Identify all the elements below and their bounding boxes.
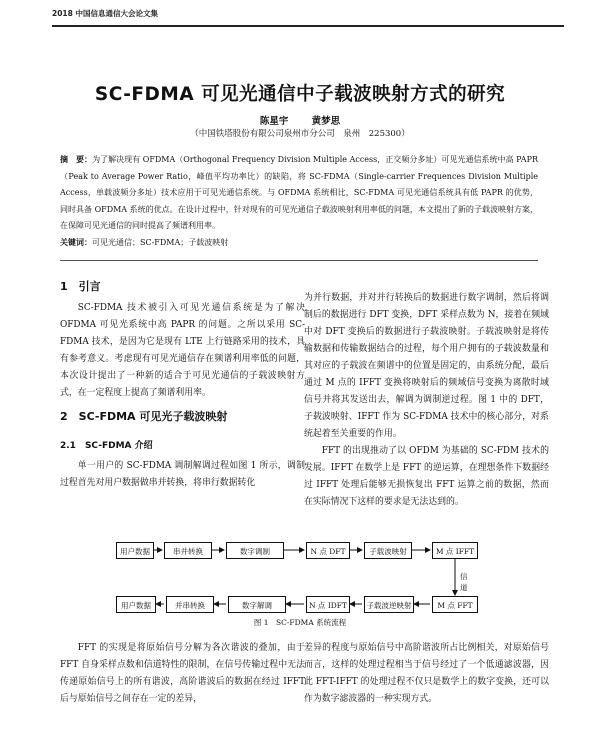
header-rule [52, 25, 564, 27]
abstract [60, 152, 538, 251]
author-list [0, 113, 600, 127]
paragraph: 单一用户的 SC-FDMA 调制解调过程如图 1 所示，调制过程首先对用户数据做串并转换，将串行数据转化 [60, 461, 305, 488]
flow-box-digital-modulation: 数字调制 [226, 542, 284, 559]
section-2-heading: 2 SC-FDMA 可见光子载波映射 [60, 410, 228, 423]
paragraph: 为并行数据，并对并行转换后的数据进行数字调制，然后将调制后的数据进行 DFT 变换，DFT 采样点数为 N，接着在频域中对 DFT 变换后的数据进行子载波映射。子载波映射是将传输数据和传输数据结合的过程，每个用户拥有的子载波数量和其对应的子载波在频谱中的位置是固定的，由系统分配，最后通过 M 点的 IFFT 变换将映射后的频域信号变换为离散时域信号并将其发送出去，解调为调制逆过程。图 1 中的 DFT，子载波映射、IFFT 作为 SC-FDMA 技术中的核心部分，对系统起着至关重要的作用。 [304, 293, 549, 439]
bottom-left-body [60, 640, 305, 708]
section-2-body [60, 458, 305, 492]
abstract-text: 为了解决现有 OFDMA（Orthogonal Frequency Division Multiple Access，正交频分多址）可见光通信系统中高 PAPR（Peak to Average Power Ratio，峰值平均功率比）的缺陷，将 SC-FDMA（Single-carrier Frequences Division Multiple Access，单载波频分多址）技术应用于可见光通信系统。与 OFDMA 系统相比，SC-FDMA 可见光通信系统具有低 PAPR 的优势，同时具备 OFDMA 系统的优点。在设计过程中，针对现有的可见光通信子载波映射利用率低的问题，本文提出了新的子载波映射方案，在保障可见光通信的同时提高了频谱利用率。 [60, 155, 538, 230]
flow-box-user-data-out: 用户数据 [116, 596, 156, 613]
author: 黄梦思 [311, 116, 341, 127]
abstract-rule [60, 260, 538, 261]
keywords: 可见光通信；SC-FDMA；子载波映射 [92, 237, 229, 247]
figure-caption: 图 1 SC-FDMA 系统流程 [253, 618, 347, 627]
paragraph: SC-FDMA 技术被引入可见光通信系统是为了解决 OFDMA 可见光系统中高 PAPR 的问题。之所以采用 SC-FDMA 技术，是因为它是现有 LTE 上行链路采用的技术，具有参考意义。考虑现有可见光通信存在频谱利用率低的问题，本次设计提出了一种新的适合于可见光通信的子载波映射方式，在一定程度上提高了频谱利用率。 [60, 303, 305, 398]
flow-box-subcarrier-mapping: 子载波映射 [364, 542, 412, 559]
right-column [304, 290, 549, 511]
keywords-label: 关键词： [60, 237, 92, 247]
flow-box-m-point-ifft: M 点 IFFT [432, 542, 478, 559]
flow-box-user-data: 用户数据 [116, 542, 154, 559]
paragraph: FFT 的实现是将原始信号分解为各次谐波的叠加，由于 FFT 自身采样点数和信道特性的限制，在信号传输过程中无法传递原始信号上的所有谐波，高阶谐波后的数据在经过 IFFT 后与原始信号之间存在一定的差异， [60, 643, 305, 704]
section-1-heading: 1 引言 [60, 280, 101, 293]
bottom-right-body [304, 640, 549, 708]
flow-box-serial-parallel: 串并转换 [164, 542, 212, 559]
affiliation: （中国铁塔股份有限公司泉州市分公司 泉州 225300） [190, 129, 410, 139]
flow-box-m-point-fft: M 点 FFT [432, 596, 478, 613]
flow-box-subcarrier-demapping: 子载波逆映射 [364, 596, 414, 613]
paragraph: 差异的程度与原始信号中高阶谐波所占比例相关，对原始信号而言，这样的处理过程相当于信号经过了一个低通滤波器，因此 FFT-IFFT 的处理过程不仅只是数学上的数字变换，还可以作为数字滤波器的一种实现方式。 [304, 643, 549, 704]
flow-box-parallel-serial: 并串转换 [166, 596, 214, 613]
abstract-label: 摘 要： [60, 155, 93, 164]
flow-box-n-point-idft: N 点 IDFT [306, 596, 350, 613]
flow-box-digital-demodulation: 数字解调 [228, 596, 286, 613]
channel-label: 信道 [460, 572, 468, 592]
author: 陈星宇 [259, 116, 289, 127]
section-1-body [60, 300, 305, 402]
paper-title: SC-FDMA 可见光通信中子载波映射方式的研究 [94, 84, 506, 105]
running-header: 2018 中国信息通信大会论文集 [52, 9, 158, 18]
paragraph: FFT 的出现推动了以 OFDM 为基础的 SC-FDM 技术的发展。IFFT 在数学上是 FFT 的逆运算，在理想条件下数据经过 IFFT 处理后能够无损恢复出 FFT 运算之前的数据，然而在实际情况下这样的要求是无法达到的。 [304, 446, 549, 507]
subsection-2-1-heading: 2.1 SC-FDMA 介绍 [60, 441, 153, 451]
flow-box-n-point-dft: N 点 DFT [306, 542, 350, 559]
